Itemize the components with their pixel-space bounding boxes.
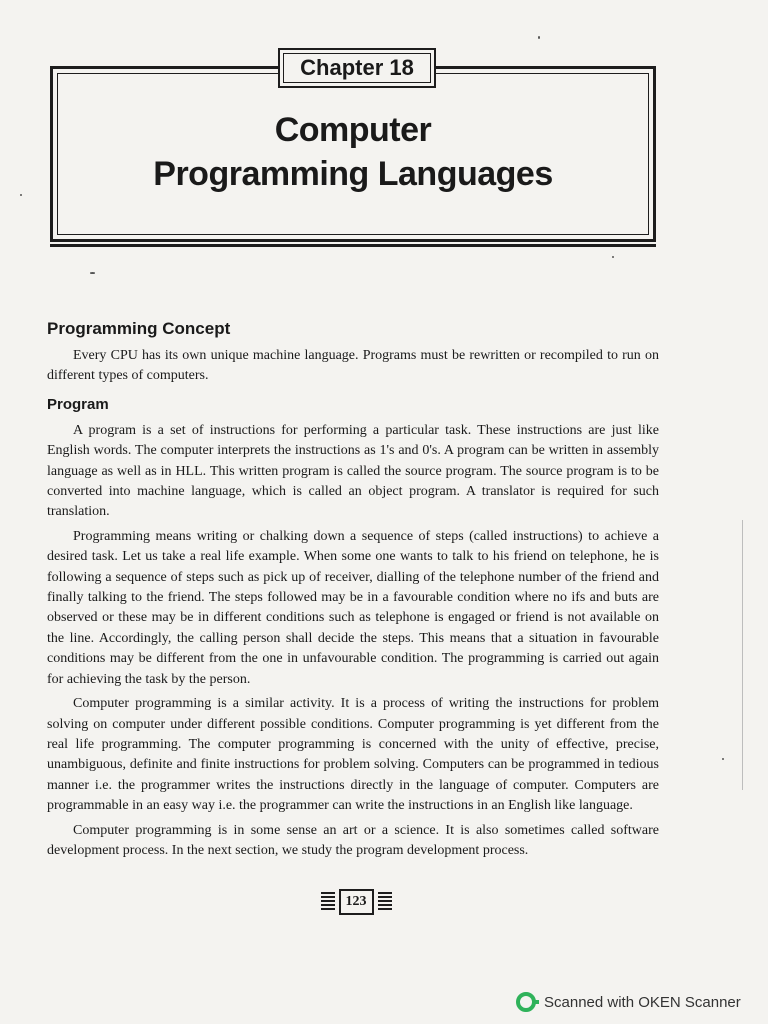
- scan-speck: [90, 272, 95, 274]
- chapter-title: [50, 108, 656, 196]
- scan-speck: [612, 256, 614, 258]
- scan-speck: [538, 36, 540, 39]
- scan-speck: [722, 758, 724, 760]
- paragraph-program-2: Programming means writing or chalking down a sequence of steps (called instructions) to achieve a desired task. Let us take a real life example. When some one wants to talk to his friend on telephone, he is following a sequence of steps such as pick up of receiver, dialling of the telephone number of the friend and finally talking to the friend. The steps followed may be in a favourable condition where no ifs and buts are observed or these may be in different conditions such as telephone is engaged or friend is not available on the line. Accordingly, the calling person shall decide the steps. This means that a situation in favourable conditions may be different from the one in unfavourable condition. The programming is carried out again for achieving the task by the person.: [47, 528, 659, 687]
- page-number-block: [320, 888, 392, 916]
- page-number-left-bars: [321, 892, 335, 912]
- body-content: [47, 318, 659, 865]
- scan-speck: [20, 194, 22, 196]
- chapter-label-text: Chapter 18: [300, 55, 414, 80]
- scanner-text: Scanned with OKEN Scanner: [544, 993, 741, 1011]
- chapter-label: [278, 48, 436, 88]
- paragraph-concept: Every CPU has its own unique machine language. Programs must be rewritten or recompiled to run on different types of computers.: [47, 348, 659, 384]
- paragraph-program-3: Computer programming is a similar activity. It is a process of writing the instructions for problem solving on computer under different possible conditions. Computer programming is yet different from the real life programming. The computer programming is concerned with the unity of effective, precise, unambiguous, definite and finite instructions for problem solving. Computers can be programmed in tedious manner i.e. the programmer writes the instructions directly in the language of computer. Computers are programmable in an easy way i.e. the programmer can write the instructions in an English like language.: [47, 696, 659, 814]
- page-number: 123: [339, 889, 374, 915]
- heading-program: Program: [47, 395, 109, 413]
- heading-programming-concept: Programming Concept: [47, 319, 231, 338]
- page-number-right-bars: [378, 892, 392, 912]
- scan-edge-line: [742, 520, 743, 790]
- paragraph-program-4: Computer programming is in some sense an art or a science. It is also sometimes called software development process. In the next section, we study the program development process.: [47, 822, 659, 858]
- chapter-title-line2: Programming Languages: [153, 155, 553, 193]
- chapter-title-line1: Computer: [274, 111, 432, 149]
- paragraph-program-1: A program is a set of instructions for performing a particular task. These instructions are just like English words. The computer interprets the instructions as 1's and 0's. A program can be written in assembly language as well as in HLL. This written program is called the source program. The source program is to be converted into machine language, which is called an object program. A translator is required for such translation.: [47, 422, 659, 520]
- scanner-watermark: [516, 990, 741, 1014]
- scanner-logo-icon: [516, 992, 536, 1012]
